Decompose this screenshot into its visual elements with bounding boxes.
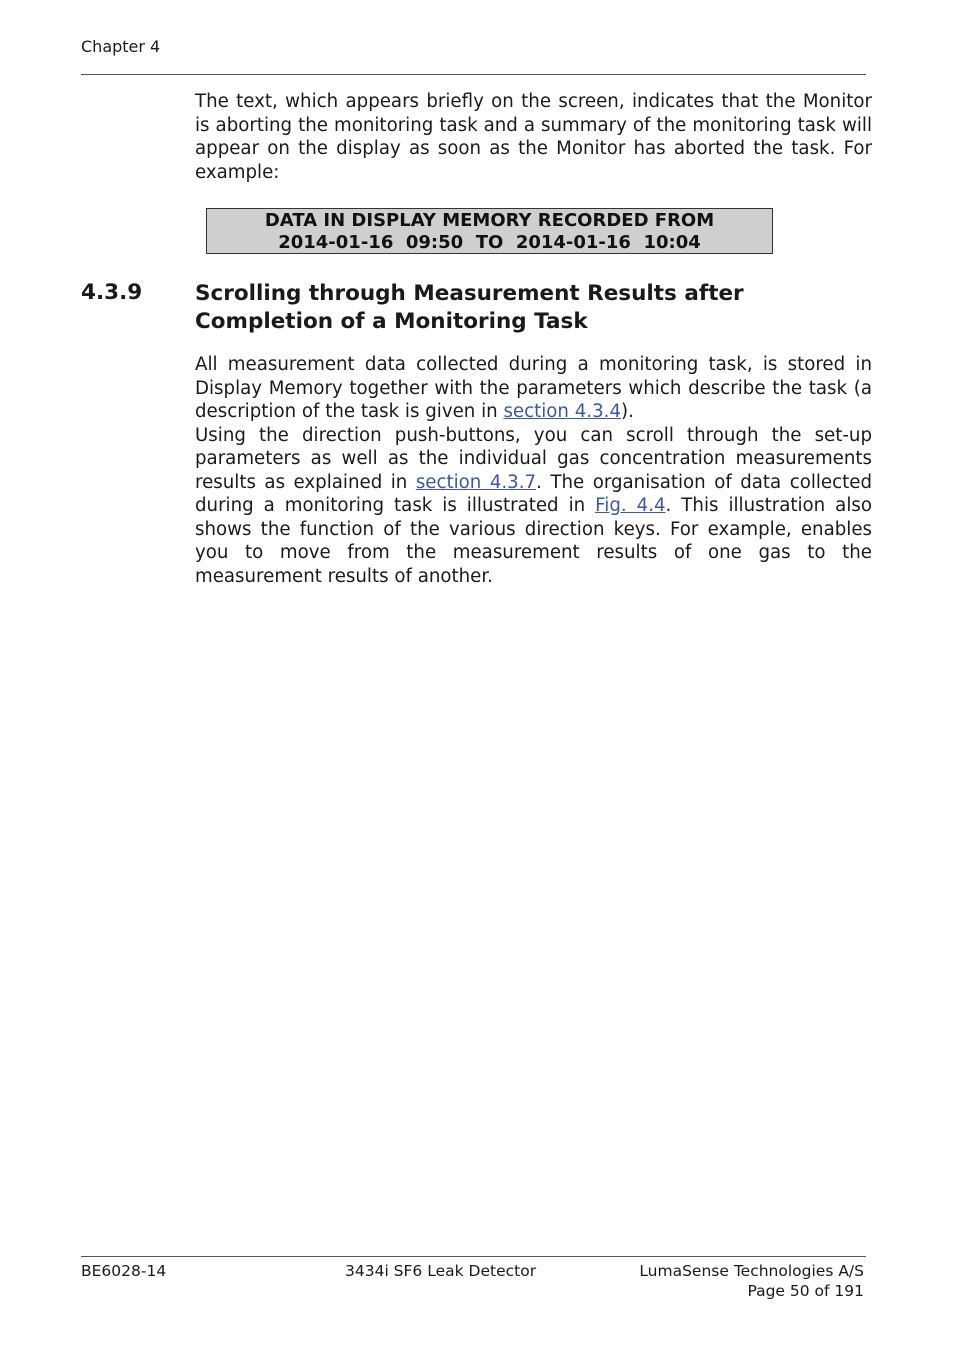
body-text-5: . This illustration also shows the function of the various direction keys. For example, enables you to move from the measurement results of one gas to the measurement results of another.	[195, 495, 872, 587]
body-text-3: Using the direction push-buttons, you can scroll through the set-up parameters as well as the individual gas concentration measurements results as explained in	[195, 424, 872, 493]
section-4-3-4-link[interactable]: section 4.3.4	[503, 401, 622, 422]
footer-page-number: Page 50 of 191	[747, 1282, 864, 1300]
display-memory-box	[206, 208, 773, 254]
footer-rule	[81, 1256, 866, 1257]
footer-doc-id: BE6028-14	[81, 1262, 167, 1280]
section-title: Scrolling through Measurement Results after Completion of a Monitoring Task	[195, 281, 744, 334]
intro-paragraph: The text, which appears briefly on the screen, indicates that the Monitor is aborting the monitoring task and a summary of the monitoring task will appear on the display as soon as the Monitor has aborted the task. For example:	[195, 91, 872, 183]
section-number: 4.3.9	[81, 280, 143, 305]
footer-company-page	[639, 1261, 864, 1301]
section-4-3-7-link[interactable]: section 4.3.7	[415, 471, 537, 493]
body-paragraph	[195, 353, 872, 588]
footer-company: LumaSense Technologies A/S	[639, 1262, 864, 1280]
display-line-2: 2014-01-16 09:50 TO 2014-01-16 10:04	[278, 232, 701, 253]
body-text-2: ).	[621, 401, 634, 422]
fig-4-4-link[interactable]: Fig. 4.4	[595, 495, 666, 516]
body-text-1: All measurement data collected during a monitoring task, is stored in Display Memory together with the parameters which describe the task (a description of the task is given in	[195, 354, 872, 422]
header-rule	[81, 74, 866, 75]
display-line-1: DATA IN DISPLAY MEMORY RECORDED FROM	[264, 210, 715, 231]
footer-product: 3434i SF6 Leak Detector	[345, 1262, 537, 1280]
body-text-4: . The organisation of data collected during a monitoring task is illustrated in	[195, 471, 872, 516]
chapter-header: Chapter 4	[81, 37, 161, 56]
